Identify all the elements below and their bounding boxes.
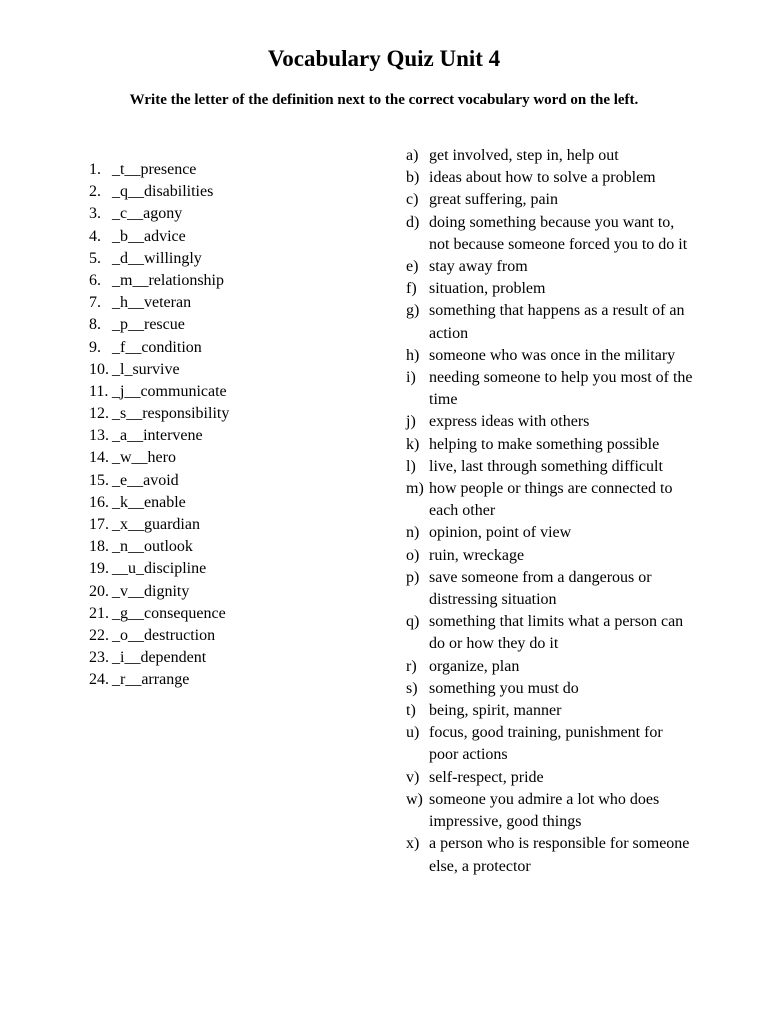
definition-list [406, 145, 696, 878]
definition-letter: p) [406, 568, 420, 586]
word-answer: _w__hero [112, 449, 176, 467]
instructions: Write the letter of the definition next to the correct vocabulary word on the left. [129, 92, 639, 108]
definition-letter: e) [406, 258, 419, 276]
definition-letter: f) [406, 280, 417, 298]
word-answer: _f__condition [112, 338, 202, 356]
word-answer: _o__destruction [112, 626, 216, 644]
vocabulary-word-item [89, 203, 229, 225]
definition-letter: c) [406, 191, 419, 209]
definition-item [406, 789, 696, 833]
definition-text: great suffering, pain [429, 191, 558, 209]
definition-item [406, 478, 696, 522]
definition-text: someone who was once in the military [429, 346, 676, 364]
word-number: 1. [89, 161, 101, 178]
word-answer: _n__outlook [112, 538, 193, 556]
vocabulary-word-item [89, 669, 229, 691]
word-number: 12. [89, 405, 109, 423]
definition-text: a person who is responsible for someone else, a protector [429, 835, 690, 875]
definition-text: get involved, step in, help out [429, 147, 619, 164]
word-answer: _g__consequence [112, 604, 226, 622]
word-answer: _s__responsibility [112, 405, 230, 423]
word-answer: _v__dignity [112, 582, 190, 600]
definition-text: something you must do [429, 679, 579, 697]
definition-item [406, 722, 696, 766]
word-number: 5. [89, 249, 101, 267]
vocabulary-word-item [89, 470, 229, 492]
definition-letter: n) [406, 524, 420, 542]
definition-letter: r) [406, 657, 417, 675]
definition-text: needing someone to help you most of the time [429, 369, 693, 409]
definition-letter: h) [406, 346, 420, 364]
word-number: 11. [89, 382, 109, 400]
word-answer: _a__intervene [112, 427, 203, 445]
word-answer: _j__communicate [112, 382, 227, 400]
definition-item [406, 833, 696, 877]
definition-text: express ideas with others [429, 413, 590, 431]
definition-letter: g) [406, 302, 420, 320]
word-number: 2. [89, 183, 101, 201]
word-number: 15. [89, 471, 109, 489]
definition-letter: k) [406, 435, 420, 453]
definition-item [406, 567, 696, 611]
definition-text: something that limits what a person can do or how they do it [429, 613, 684, 653]
word-number: 14. [89, 449, 109, 467]
vocabulary-word-item [89, 270, 229, 292]
definition-item [406, 300, 696, 344]
vocabulary-word-item [89, 558, 229, 580]
vocabulary-word-item [89, 226, 229, 248]
definition-text: how people or things are connected to each other [429, 480, 673, 520]
definition-text: organize, plan [429, 657, 520, 675]
word-number: 13. [89, 427, 109, 445]
definition-letter: i) [406, 369, 416, 387]
definition-letter: o) [406, 546, 420, 564]
word-number: 24. [89, 671, 109, 689]
definition-letter: a) [406, 147, 419, 164]
vocabulary-word-item [89, 314, 229, 336]
definition-item [406, 434, 696, 456]
word-answer: _x__guardian [112, 516, 200, 533]
definition-item [406, 767, 696, 789]
definition-letter: w) [406, 790, 423, 808]
word-answer: _h__veteran [112, 294, 192, 312]
definition-item [406, 367, 696, 411]
vocabulary-word-item [89, 492, 229, 514]
vocabulary-word-item [89, 514, 229, 536]
definition-item [406, 522, 696, 544]
definition-item [406, 656, 696, 678]
vocabulary-word-item [89, 159, 229, 181]
definition-text: ruin, wreckage [429, 546, 525, 564]
definition-item [406, 212, 696, 256]
word-answer: _p__rescue [112, 316, 185, 334]
definition-text: live, last through something difficult [429, 457, 663, 475]
word-answer: _l_survive [112, 360, 180, 378]
word-answer: _q__disabilities [112, 183, 214, 201]
definition-item [406, 678, 696, 700]
definition-item [406, 189, 696, 211]
definition-text: someone you admire a lot who does impressive, good things [429, 790, 660, 831]
definition-item [406, 411, 696, 433]
word-number: 20. [89, 582, 109, 600]
word-number: 16. [89, 493, 109, 511]
word-number: 23. [89, 649, 109, 667]
definition-letter: u) [406, 724, 420, 742]
definition-letter: m) [406, 480, 424, 498]
vocabulary-word-item [89, 536, 229, 558]
definition-text: focus, good training, punishment for poor actions [429, 724, 663, 764]
definition-letter: b) [406, 169, 420, 187]
definition-text: self-respect, pride [429, 768, 544, 786]
word-number: 19. [89, 560, 109, 578]
definition-text: ideas about how to solve a problem [429, 169, 656, 187]
definition-text: helping to make something possible [429, 435, 660, 453]
definition-text: something that happens as a result of an action [429, 302, 685, 342]
word-answer: _b__advice [112, 227, 186, 245]
definition-text: being, spirit, manner [429, 702, 562, 720]
definition-item [406, 167, 696, 189]
vocabulary-word-item [89, 603, 229, 625]
definition-item [406, 256, 696, 278]
word-answer: _e__avoid [112, 471, 179, 489]
definition-item [406, 145, 696, 167]
definition-letter: x) [406, 835, 420, 853]
word-number: 22. [89, 626, 109, 644]
vocabulary-word-item [89, 359, 229, 381]
word-answer: _k__enable [112, 493, 186, 511]
vocabulary-word-item [89, 625, 229, 647]
word-answer: _m__relationship [112, 271, 224, 289]
word-answer: _c__agony [112, 205, 183, 223]
definition-letter: v) [406, 768, 420, 786]
word-number: 17. [89, 516, 109, 533]
vocabulary-word-list [89, 159, 229, 692]
vocabulary-word-item [89, 381, 229, 403]
definition-letter: s) [406, 679, 418, 697]
word-number: 7. [89, 294, 101, 312]
definition-letter: j) [406, 413, 416, 431]
word-number: 9. [89, 338, 101, 356]
word-answer: __u_discipline [112, 560, 207, 578]
definition-letter: d) [406, 213, 420, 231]
word-number: 4. [89, 227, 101, 245]
vocabulary-word-item [89, 425, 229, 447]
word-number: 18. [89, 538, 109, 556]
vocabulary-word-item [89, 403, 229, 425]
word-number: 3. [89, 205, 101, 223]
definition-text: save someone from a dangerous or distressing situation [429, 568, 652, 609]
definition-text: opinion, point of view [429, 524, 572, 542]
definition-text: situation, problem [429, 280, 546, 298]
word-answer: _i__dependent [112, 649, 207, 667]
word-answer: _t__presence [112, 161, 197, 178]
definition-item [406, 545, 696, 567]
word-answer: _r__arrange [112, 671, 190, 689]
definition-item [406, 456, 696, 478]
definition-item [406, 345, 696, 367]
vocabulary-word-item [89, 181, 229, 203]
vocabulary-word-item [89, 647, 229, 669]
page-title: Vocabulary Quiz Unit 4 [267, 46, 501, 71]
vocabulary-word-item [89, 337, 229, 359]
vocabulary-word-item [89, 248, 229, 270]
vocabulary-word-item [89, 292, 229, 314]
vocabulary-word-item [89, 447, 229, 469]
definition-letter: l) [406, 457, 416, 475]
word-number: 8. [89, 316, 101, 334]
word-number: 10. [89, 360, 109, 378]
definition-letter: t) [406, 702, 416, 720]
definition-item [406, 278, 696, 300]
vocabulary-word-item [89, 581, 229, 603]
word-answer: _d__willingly [112, 249, 202, 267]
word-number: 6. [89, 271, 101, 289]
definition-item [406, 611, 696, 655]
definition-item [406, 700, 696, 722]
definition-text: doing something because you want to, not because someone forced you to do it [429, 213, 688, 253]
definition-letter: q) [406, 613, 420, 631]
definition-text: stay away from [429, 258, 528, 276]
word-number: 21. [89, 604, 109, 622]
